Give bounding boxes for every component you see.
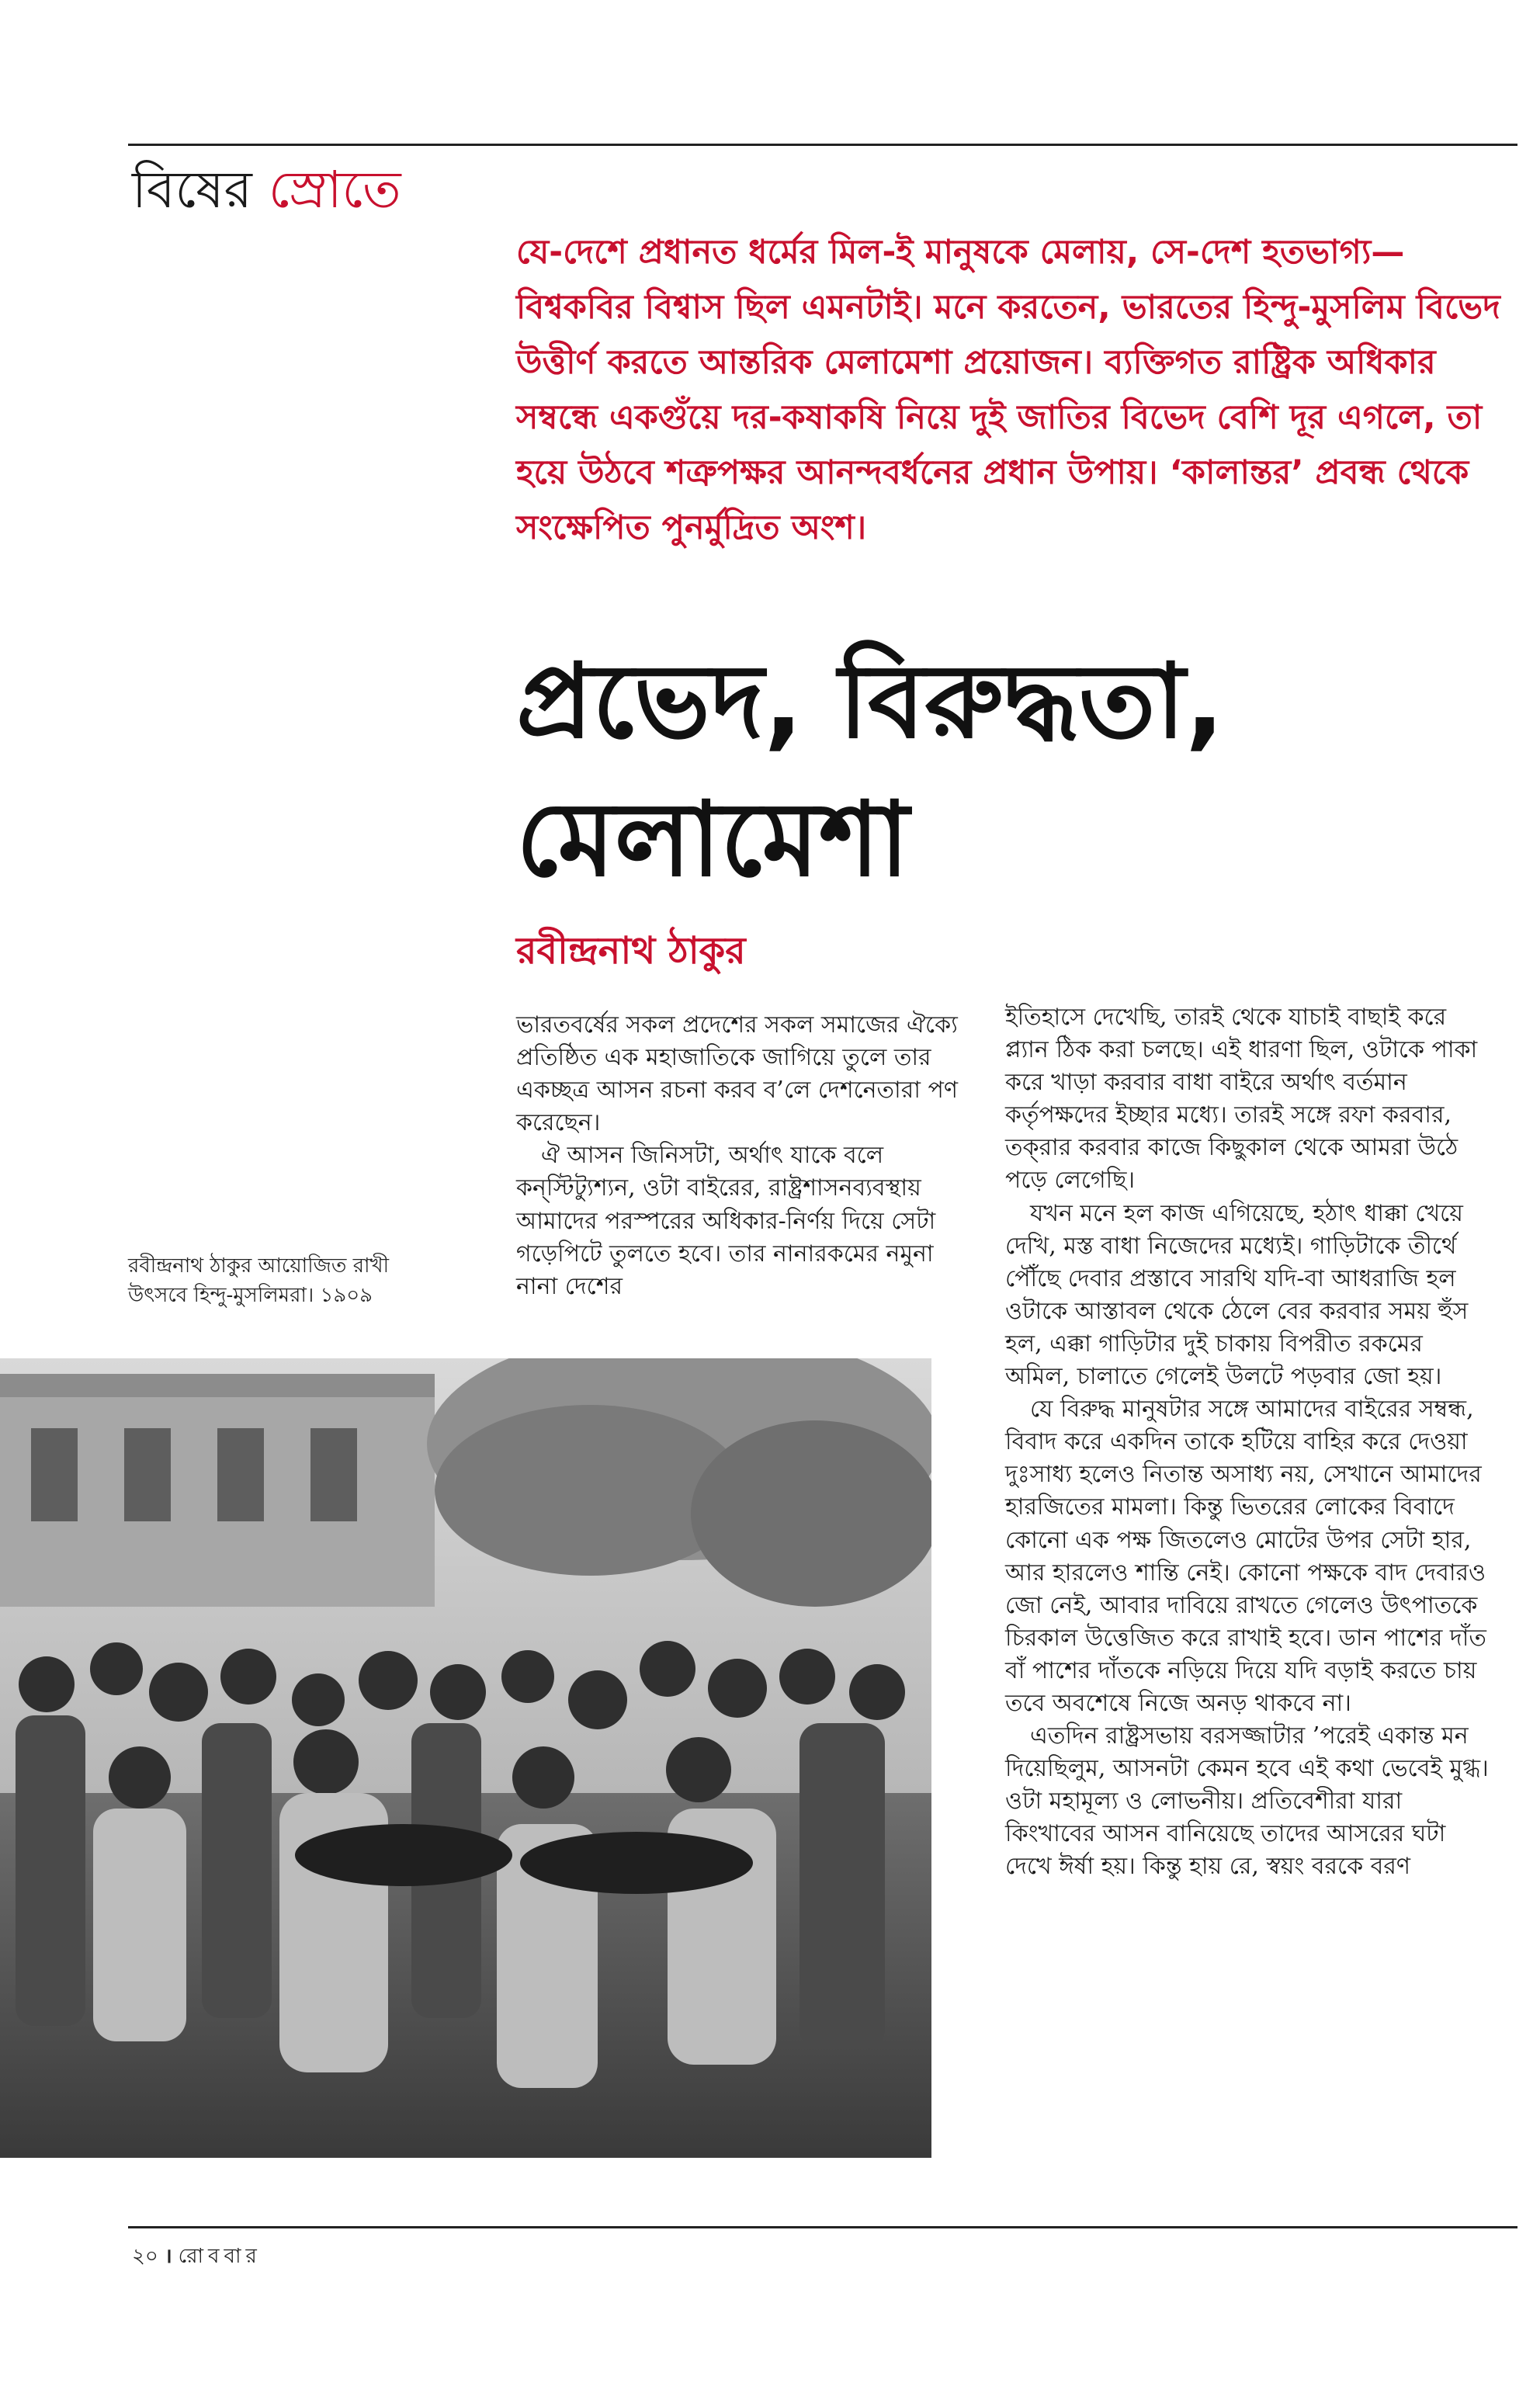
paragraph: ঐ আসন জিনিসটা, অর্থাৎ যাকে বলে কন্‌স্টিট্যুশ্যন, ওটা বাইরের, রাষ্ট্রশাসনব্যবস্থায় আমাদের পরস্পরের অধিকার-নির্ণয় দিয়ে সেটা গড়েপিটে তুলতে হবে। তার নানারকমের নমুনা নানা দেশের — [516, 1142, 936, 1300]
magazine-name: রোববার — [178, 2245, 262, 2268]
headline-line-2: মেলামেশা — [516, 780, 910, 900]
paragraph: ইতিহাসে দেখেছি, তারই থেকে যাচাই বাছাই করে প্ল্যান ঠিক করা চলছে। এই ধারণা ছিল, ওটাকে পাকা করে খাড়া করবার বাধা বাইরে অর্থাৎ বর্তমান কর্তৃপক্ষদের ইচ্ছার মধ্যে। তারই সঙ্গে রফা করবার, তক্‌রার করবার কাজে কিছুকাল থেকে আমরা উঠে পড়ে লেগেছি। — [1005, 1004, 1478, 1195]
folio-separator: । — [164, 2245, 172, 2268]
standfirst: যে-দেশে প্রধানত ধর্মের মিল-ই মানুষকে মেলায়, সে-দেশ হতভাগ্য— বিশ্বকবির বিশ্বাস ছিল এমনটাই। মনে করতেন, ভারতের হিন্দু-মুসলিম বিভেদ উত্তীর্ণ করতে আন্তরিক মেলামেশা প্রয়োজন। ব্যক্তিগত রাষ্ট্রিক অধিকার সম্বন্ধে একগুঁয়ে দর-কষাকষি নিয়ে দুই জাতির বিভেদ বেশি দূর এগলে, তা হয়ে উঠবে শত্রুপক্ষর আনন্দবর্ধনের প্রধান উপায়। ‘কালান্তর’ প্রবন্ধ থেকে সংক্ষেপিত পুনর্মুদ্রিত অংশ। — [516, 233, 1500, 547]
photo-illustration — [0, 1358, 931, 2158]
page-number: ২০ — [132, 2245, 158, 2268]
byline: রবীন্দ্রনাথ ঠাকুর — [516, 929, 746, 973]
section-title-black: বিষের — [132, 160, 252, 220]
folio — [132, 2243, 262, 2270]
headline — [516, 633, 1517, 909]
article-column-1 — [516, 1009, 982, 1303]
historical-photo — [0, 1358, 931, 2158]
paragraph: যে বিরুদ্ধ মানুষটার সঙ্গে আমাদের বাইরের সম্বন্ধ, বিবাদ করে একদিন তাকে হটিয়ে বাহির করে দেওয়া দুঃসাধ্য হলেও নিতান্ত অসাধ্য নয়, সেখানে আমাদের হারজিতের মামলা। কিন্তু ভিতরের লোকের বিবাদে কোনো এক পক্ষ জিতলেও মোটের উপর সেটা হার, আর হারলেও শান্তি নেই। কোনো পক্ষকে বাদ দেবারও জো নেই, আবার দাবিয়ে রাখতে গেলেও উৎপাতকে চিরকাল উত্তেজিত করে রাখাই হবে। ডান পাশের দাঁত বাঁ পাশের দাঁতকে নড়িয়ে দিয়ে যদি বড়াই করতে চায় তবে অবশেষে নিজে অনড় থাকবে না। — [1005, 1396, 1486, 1717]
paragraph: এতদিন রাষ্ট্রসভায় বরসজ্জাটার ’পরেই একান্ত মন দিয়েছিলুম, আসনটা কেমন হবে এই কথা ভেবেই মুগ্ধ। ওটা মহামূল্য ও লোভনীয়। প্রতিবেশীরা যারা কিংখাবের আসন বানিয়েছে তাদের আসরের ঘটা দেখে ঈর্ষা হয়। কিন্তু হায় রে, স্বয়ং বরকে বরণ — [1005, 1722, 1489, 1881]
top-rule — [128, 144, 1517, 146]
headline-line-1: প্রভেদ, বিরুদ্ধতা, — [516, 642, 1225, 761]
section-title-red: স্রোতে — [268, 160, 401, 220]
section-title — [132, 159, 401, 221]
photo-caption: রবীন্দ্রনাথ ঠাকুর আয়োজিত রাখী উৎসবে হিন্দু-মুসলিমরা। ১৯০৯ — [128, 1254, 390, 1307]
article-column-2 — [1005, 1001, 1494, 1884]
paragraph: যখন মনে হল কাজ এগিয়েছে, হঠাৎ ধাক্কা খেয়ে দেখি, মস্ত বাধা নিজেদের মধ্যেই। গাড়িটাকে তীর্থে পৌঁছে দেবার প্রস্তাবে সারথি যদি-বা আধরাজি হল ওটাকে আস্তাবল থেকে ঠেলে বের করবার সময় হুঁস হল, এক্কা গাড়িটার দুই চাকায় বিপরীত রকমের অমিল, চালাতে গেলেই উলটে পড়বার জো হয়। — [1005, 1199, 1469, 1391]
paragraph: ভারতবর্ষের সকল প্রদেশের সকল সমাজের ঐক্যে প্রতিষ্ঠিত এক মহাজাতিকে জাগিয়ে তুলে তার একচ্ছত্র আসন রচনা করব ব’লে দেশনেতারা পণ করেছেন। — [516, 1011, 958, 1137]
bottom-rule — [128, 2226, 1517, 2228]
